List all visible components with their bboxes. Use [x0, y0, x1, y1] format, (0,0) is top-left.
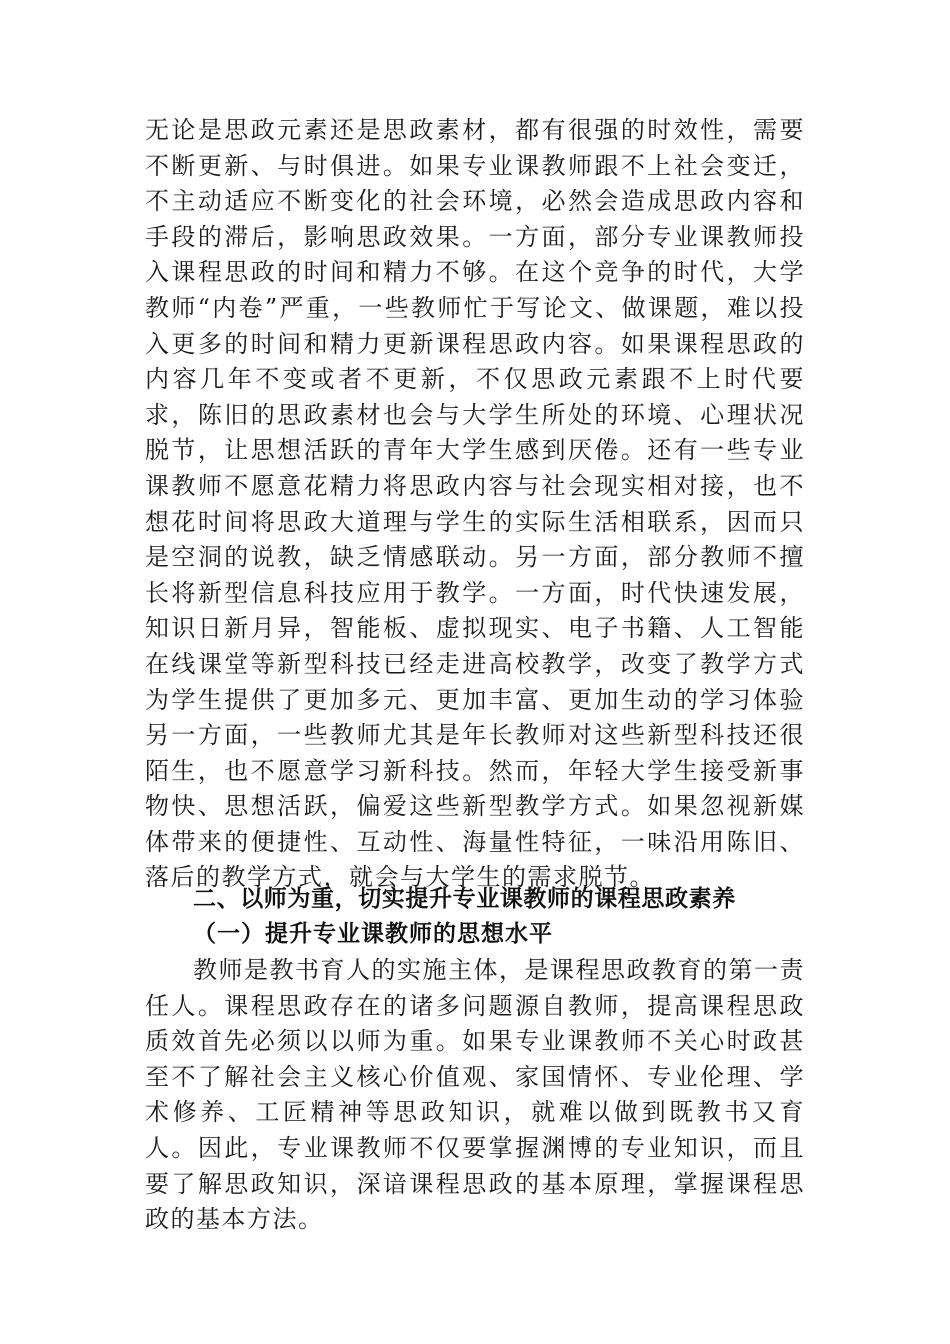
- body-text-top: [145, 113, 805, 896]
- section-heading: 二、以师为重，切实提升专业课教师的课程思政素养: [193, 886, 736, 912]
- paragraph-continued: 无论是思政元素还是思政素材，都有很强的时效性，需要不断更新、与时俱进。如果专业课教师跟不上社会变迁，不主动适应不断变化的社会环境，必然会造成思政内容和手段的滞后，影响思政效果。一方面，部分专业课教师投入课程思政的时间和精力不够。在这个竞争的时代，大学教师“内卷”严重，一些教师忙于写论文、做课题，难以投入更多的时间和精力更新课程思政内容。如果课程思政的内容几年不变或者不更新，不仅思政元素跟不上时代要求，陈旧的思政素材也会与大学生所处的环境、心理状况脱节，让思想活跃的青年大学生感到厌倦。还有一些专业课教师不愿意花精力将思政内容与社会现实相对接，也不想花时间将思政大道理与学生的实际生活相联系，因而只是空洞的说教，缺乏情感联动。另一方面，部分教师不擅长将新型信息科技应用于教学。一方面，时代快速发展，知识日新月异，智能板、虚拟现实、电子书籍、人工智能在线课堂等新型科技已经走进高校教学，改变了教学方式为学生提供了更加多元、更加丰富、更加生动的学习体验另一方面，一些教师尤其是年长教师对这些新型科技还很陌生，也不愿意学习新科技。然而，年轻大学生接受新事物快、思想活跃，偏爱这些新型教学方式。如果忽视新媒体带来的便捷性、互动性、海量性特征，一味沿用陈旧、落后的教学方式，就会与大学生的需求脱节。: [145, 116, 805, 892]
- subsection-heading: （一）提升专业课教师的思想水平: [193, 920, 553, 947]
- body-text-bottom: [145, 953, 805, 1238]
- paragraph: 教师是教书育人的实施主体，是课程思政教育的第一责任人。课程思政存在的诸多问题源自教师，提高课程思政质效首先必须以以师为重。如果专业课教师不关心时政甚至不了解社会主义核心价值观、家国情怀、专业伦理、学术修养、工匠精神等思政知识，就难以做到既教书又育人。因此，专业课教师不仅要掌握渊博的专业知识，而且要了解思政知识，深谙课程思政的基本原理，掌握课程思政的基本方法。: [145, 956, 805, 1234]
